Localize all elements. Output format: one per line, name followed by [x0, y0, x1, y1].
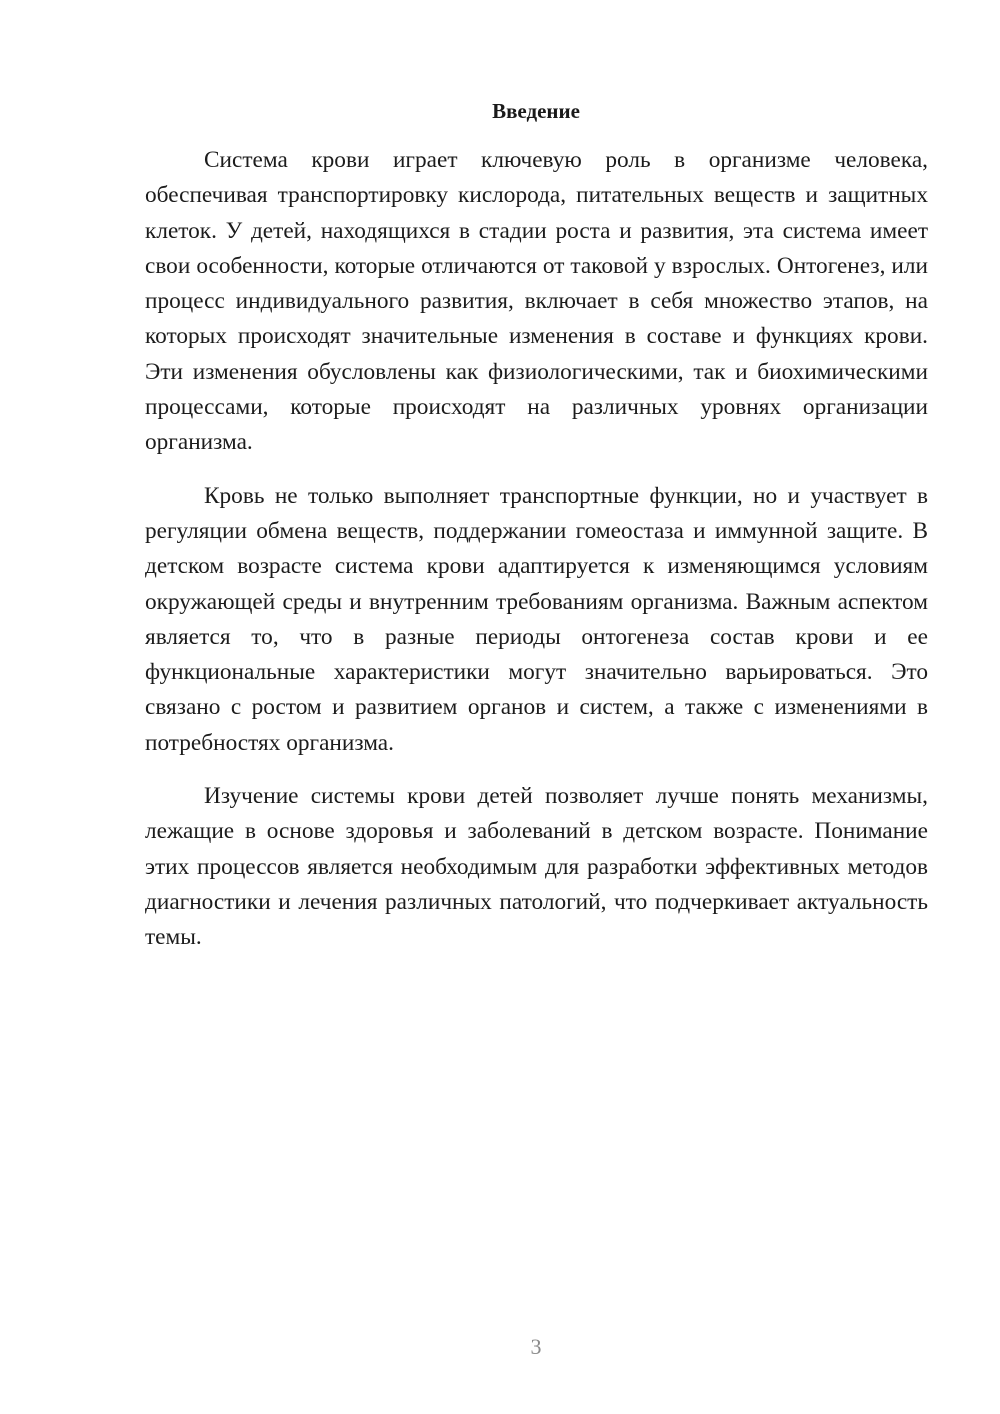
section-title: Введение — [492, 99, 580, 123]
paragraph-3: Изучение системы крови детей позволяет лучше понять механизмы, лежащие в основе здоровья и заболеваний в детском возрасте. Понимание этих процессов является необходимым для разработки эффективных методов диагностики и лечения различных патологий, что подчеркивает актуальность темы. — [145, 783, 928, 951]
body-text — [145, 143, 928, 956]
paragraph-1: Система крови играет ключевую роль в организме человека, обеспечивая транспортировку кислорода, питательных веществ и защитных клеток. У детей, находящихся в стадии роста и развития, эта система имеет свои особенности, которые отличаются от таковой у взрослых. Онтогенез, или процесс индивидуального развития, включает в себя множество этапов, на которых происходят значительные изменения в составе и функциях крови. Эти изменения обусловлены как физиологическими, так и биохимическими процессами, которые происходят на различных уровнях организации организма. — [145, 147, 928, 456]
page-number: 3 — [530, 1334, 542, 1359]
paragraph-2: Кровь не только выполняет транспортные функции, но и участвует в регуляции обмена веществ, поддержании гомеостаза и иммунной защите. В детском возрасте система крови адаптируется к изменяющимся условиям окружающей среды и внутренним требованиям организма. Важным аспектом является то, что в разные периоды онтогенеза состав крови и ее функциональные характеристики могут значительно варьироваться. Это связано с ростом и развитием органов и систем, а также с изменениями в потребностях организма. — [145, 482, 928, 756]
